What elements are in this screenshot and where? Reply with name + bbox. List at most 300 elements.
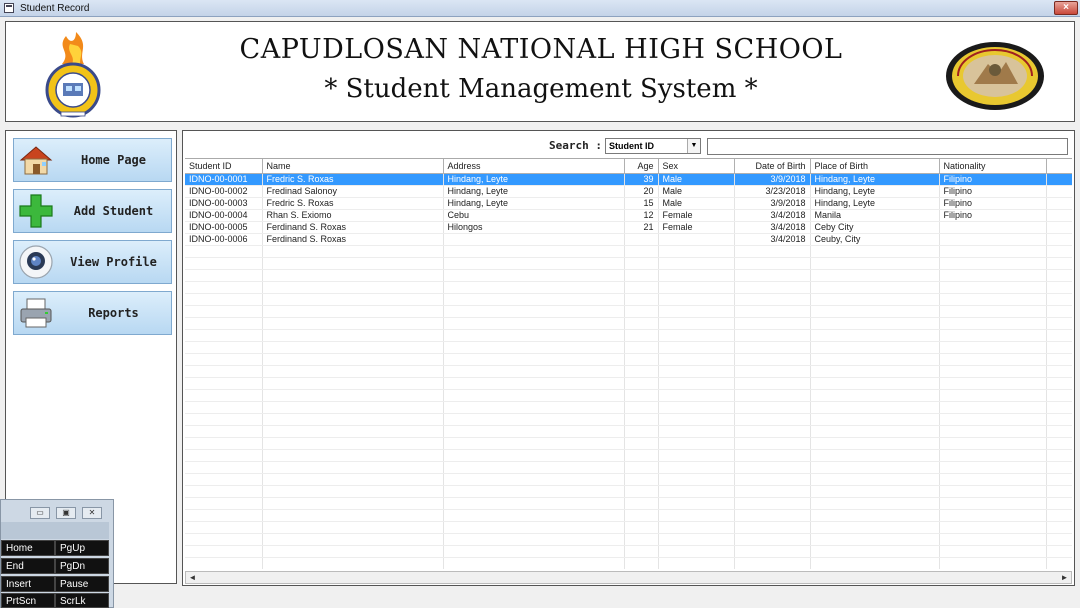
empty-cell <box>624 305 658 317</box>
table-cell: Male <box>658 185 734 197</box>
table-cell: Hindang, Leyte <box>443 173 624 185</box>
empty-cell <box>939 461 1046 473</box>
empty-cell <box>1046 425 1072 437</box>
ssg-seal-logo <box>944 40 1046 112</box>
table-row[interactable] <box>185 197 1072 209</box>
key-pause[interactable]: Pause <box>55 576 109 592</box>
empty-cell <box>185 353 262 365</box>
col-sex[interactable]: Sex <box>658 159 734 173</box>
empty-cell <box>1046 533 1072 545</box>
empty-cell <box>1046 269 1072 281</box>
empty-cell <box>185 497 262 509</box>
empty-cell <box>185 305 262 317</box>
empty-cell <box>262 545 443 557</box>
table-cell: 3/9/2018 <box>734 173 810 185</box>
empty-cell <box>262 413 443 425</box>
empty-cell <box>939 245 1046 257</box>
empty-cell <box>262 533 443 545</box>
empty-cell <box>810 329 939 341</box>
empty-row[interactable] <box>185 449 1072 461</box>
table-cell: Fredric S. Roxas <box>262 197 443 209</box>
table-cell: 3/4/2018 <box>734 221 810 233</box>
empty-cell <box>810 341 939 353</box>
empty-cell <box>262 269 443 281</box>
empty-cell <box>734 425 810 437</box>
empty-row[interactable] <box>185 497 1072 509</box>
empty-cell <box>810 293 939 305</box>
empty-cell <box>658 509 734 521</box>
empty-cell <box>624 497 658 509</box>
empty-cell <box>624 389 658 401</box>
empty-cell <box>185 557 262 569</box>
empty-cell <box>443 485 624 497</box>
empty-cell <box>939 437 1046 449</box>
col-name[interactable]: Name <box>262 159 443 173</box>
empty-row[interactable] <box>185 329 1072 341</box>
empty-cell <box>262 353 443 365</box>
home-page-label: Home Page <box>80 153 147 167</box>
empty-cell <box>658 461 734 473</box>
table-cell <box>939 221 1046 233</box>
house-icon <box>16 140 56 180</box>
table-cell: 39 <box>624 173 658 185</box>
empty-cell <box>262 377 443 389</box>
empty-cell <box>734 329 810 341</box>
empty-cell <box>443 437 624 449</box>
restore-icon[interactable]: ▣ <box>56 507 76 519</box>
empty-cell <box>810 509 939 521</box>
minimize-icon[interactable]: ▭ <box>30 507 50 519</box>
empty-cell <box>734 485 810 497</box>
student-records-panel <box>182 130 1075 586</box>
empty-cell <box>939 269 1046 281</box>
table-cell: 12 <box>624 209 658 221</box>
col-address[interactable]: Address <box>443 159 624 173</box>
empty-cell <box>262 557 443 569</box>
empty-cell <box>185 245 262 257</box>
table-cell: Ferdinand S. Roxas <box>262 233 443 245</box>
empty-cell <box>1046 377 1072 389</box>
table-cell: Fredric S. Roxas <box>262 173 443 185</box>
empty-cell <box>1046 485 1072 497</box>
table-cell: Hilongos <box>443 221 624 233</box>
empty-row[interactable] <box>185 317 1072 329</box>
table-cell: Female <box>658 209 734 221</box>
empty-cell <box>939 329 1046 341</box>
empty-cell <box>939 533 1046 545</box>
empty-cell <box>1046 497 1072 509</box>
table-cell: Hindang, Leyte <box>810 185 939 197</box>
empty-cell <box>443 317 624 329</box>
empty-row[interactable] <box>185 365 1072 377</box>
empty-cell <box>262 401 443 413</box>
empty-row[interactable] <box>185 257 1072 269</box>
empty-cell <box>1046 509 1072 521</box>
empty-cell <box>443 329 624 341</box>
col-student-id[interactable]: Student ID <box>185 159 262 173</box>
empty-cell <box>443 281 624 293</box>
empty-cell <box>939 497 1046 509</box>
table-body <box>185 173 1072 569</box>
empty-cell <box>443 545 624 557</box>
empty-cell <box>443 341 624 353</box>
view-profile-button[interactable] <box>13 240 172 284</box>
empty-cell <box>810 389 939 401</box>
empty-cell <box>1046 365 1072 377</box>
empty-row[interactable] <box>185 533 1072 545</box>
empty-cell <box>810 317 939 329</box>
empty-cell <box>734 557 810 569</box>
empty-cell <box>658 269 734 281</box>
empty-cell <box>658 449 734 461</box>
empty-cell <box>658 305 734 317</box>
empty-cell <box>185 257 262 269</box>
student-grid[interactable] <box>185 158 1072 569</box>
empty-cell <box>624 245 658 257</box>
empty-cell <box>185 269 262 281</box>
empty-cell <box>262 329 443 341</box>
table-cell: IDNO-00-0004 <box>185 209 262 221</box>
empty-cell <box>810 545 939 557</box>
empty-cell <box>810 257 939 269</box>
empty-cell <box>810 305 939 317</box>
col-filler <box>1046 159 1072 173</box>
empty-cell <box>810 281 939 293</box>
key-prtscn[interactable]: PrtScn <box>1 593 55 608</box>
table-cell: 21 <box>624 221 658 233</box>
table-cell-filler <box>1046 173 1072 185</box>
empty-cell <box>1046 473 1072 485</box>
empty-cell <box>939 401 1046 413</box>
empty-cell <box>185 461 262 473</box>
empty-cell <box>185 401 262 413</box>
table-cell: 20 <box>624 185 658 197</box>
empty-row[interactable] <box>185 413 1072 425</box>
empty-cell <box>810 245 939 257</box>
scroll-left-icon[interactable]: ◄ <box>188 573 197 582</box>
empty-cell <box>939 257 1046 269</box>
empty-cell <box>262 473 443 485</box>
table-cell-filler <box>1046 221 1072 233</box>
home-page-button[interactable] <box>13 138 172 182</box>
empty-cell <box>624 329 658 341</box>
horizontal-scrollbar[interactable] <box>185 571 1072 584</box>
empty-cell <box>185 341 262 353</box>
empty-cell <box>262 365 443 377</box>
empty-cell <box>624 557 658 569</box>
empty-cell <box>185 377 262 389</box>
col-place-of-birth[interactable]: Place of Birth <box>810 159 939 173</box>
empty-cell <box>734 317 810 329</box>
empty-cell <box>1046 389 1072 401</box>
empty-cell <box>443 509 624 521</box>
empty-row[interactable] <box>185 437 1072 449</box>
empty-cell <box>624 353 658 365</box>
empty-cell <box>443 245 624 257</box>
empty-cell <box>443 497 624 509</box>
empty-cell <box>810 497 939 509</box>
empty-cell <box>939 509 1046 521</box>
table-cell: IDNO-00-0001 <box>185 173 262 185</box>
empty-cell <box>658 473 734 485</box>
empty-cell <box>624 269 658 281</box>
table-cell: Hindang, Leyte <box>810 197 939 209</box>
empty-cell <box>185 473 262 485</box>
col-age[interactable]: Age <box>624 159 658 173</box>
table-cell: IDNO-00-0002 <box>185 185 262 197</box>
view-profile-label: View Profile <box>70 255 157 269</box>
empty-cell <box>443 425 624 437</box>
empty-cell <box>185 365 262 377</box>
empty-row[interactable] <box>185 245 1072 257</box>
empty-row[interactable] <box>185 473 1072 485</box>
empty-cell <box>810 533 939 545</box>
empty-row[interactable] <box>185 461 1072 473</box>
empty-row[interactable] <box>185 293 1072 305</box>
table-cell: Filipino <box>939 209 1046 221</box>
table-cell: Filipino <box>939 185 1046 197</box>
empty-cell <box>262 485 443 497</box>
plus-icon <box>16 191 56 231</box>
empty-cell <box>658 389 734 401</box>
empty-cell <box>939 521 1046 533</box>
table-cell: Fredinad Salonoy <box>262 185 443 197</box>
empty-cell <box>262 437 443 449</box>
table-cell: Filipino <box>939 173 1046 185</box>
empty-cell <box>443 557 624 569</box>
empty-cell <box>262 257 443 269</box>
empty-cell <box>810 401 939 413</box>
empty-cell <box>185 413 262 425</box>
search-field-value: Student ID <box>609 141 654 151</box>
empty-cell <box>939 305 1046 317</box>
empty-cell <box>810 437 939 449</box>
empty-cell <box>658 281 734 293</box>
empty-cell <box>658 437 734 449</box>
table-cell-filler <box>1046 197 1072 209</box>
empty-cell <box>734 449 810 461</box>
empty-cell <box>262 389 443 401</box>
table-row[interactable] <box>185 185 1072 197</box>
empty-cell <box>939 485 1046 497</box>
empty-row[interactable] <box>185 353 1072 365</box>
empty-cell <box>658 365 734 377</box>
empty-cell <box>734 257 810 269</box>
empty-cell <box>1046 401 1072 413</box>
window-title: Student Record <box>20 2 90 14</box>
empty-cell <box>658 293 734 305</box>
keyboard-strip <box>1 522 109 539</box>
empty-cell <box>1046 413 1072 425</box>
table-cell: 3/9/2018 <box>734 197 810 209</box>
empty-row[interactable] <box>185 401 1072 413</box>
empty-cell <box>734 533 810 545</box>
empty-cell <box>1046 329 1072 341</box>
empty-cell <box>1046 341 1072 353</box>
table-cell: IDNO-00-0006 <box>185 233 262 245</box>
empty-cell <box>624 377 658 389</box>
empty-cell <box>262 281 443 293</box>
table-row[interactable] <box>185 209 1072 221</box>
table-cell: Male <box>658 173 734 185</box>
empty-cell <box>658 245 734 257</box>
empty-row[interactable] <box>185 557 1072 569</box>
empty-cell <box>624 521 658 533</box>
empty-cell <box>624 281 658 293</box>
empty-cell <box>734 473 810 485</box>
empty-cell <box>624 485 658 497</box>
system-name: * Student Management System * <box>324 74 758 104</box>
empty-cell <box>185 485 262 497</box>
empty-cell <box>734 389 810 401</box>
empty-cell <box>734 545 810 557</box>
empty-cell <box>443 473 624 485</box>
key-home[interactable]: Home <box>1 540 55 556</box>
empty-cell <box>185 329 262 341</box>
table-cell: Hindang, Leyte <box>810 173 939 185</box>
empty-cell <box>658 557 734 569</box>
empty-row[interactable] <box>185 521 1072 533</box>
empty-cell <box>624 437 658 449</box>
on-screen-keyboard <box>0 499 114 608</box>
empty-row[interactable] <box>185 281 1072 293</box>
empty-row[interactable] <box>185 425 1072 437</box>
empty-cell <box>658 377 734 389</box>
empty-cell <box>734 437 810 449</box>
empty-cell <box>939 377 1046 389</box>
reports-button[interactable] <box>13 291 172 335</box>
empty-cell <box>1046 245 1072 257</box>
empty-cell <box>1046 557 1072 569</box>
scroll-right-icon[interactable]: ► <box>1060 573 1069 582</box>
empty-cell <box>185 389 262 401</box>
empty-cell <box>658 317 734 329</box>
app-window-icon[interactable] <box>4 3 14 13</box>
search-input[interactable] <box>707 138 1068 155</box>
empty-cell <box>262 293 443 305</box>
table-cell <box>624 233 658 245</box>
empty-cell <box>810 269 939 281</box>
header-banner <box>5 21 1075 122</box>
empty-cell <box>262 317 443 329</box>
empty-cell <box>262 425 443 437</box>
empty-cell <box>624 413 658 425</box>
title-bar <box>0 0 1080 17</box>
table-cell: IDNO-00-0005 <box>185 221 262 233</box>
empty-cell <box>658 521 734 533</box>
empty-cell <box>443 257 624 269</box>
empty-cell <box>624 341 658 353</box>
empty-row[interactable] <box>185 389 1072 401</box>
empty-cell <box>185 425 262 437</box>
empty-cell <box>185 281 262 293</box>
close-button[interactable]: × <box>1054 1 1078 15</box>
empty-cell <box>810 521 939 533</box>
empty-cell <box>624 293 658 305</box>
chevron-down-icon[interactable]: ▼ <box>687 139 700 153</box>
search-label: Search : <box>549 139 602 152</box>
empty-cell <box>624 401 658 413</box>
empty-cell <box>1046 461 1072 473</box>
col-date-of-birth[interactable]: Date of Birth <box>734 159 810 173</box>
table-cell <box>658 233 734 245</box>
empty-cell <box>262 461 443 473</box>
table-row[interactable] <box>185 233 1072 245</box>
empty-row[interactable] <box>185 545 1072 557</box>
empty-cell <box>443 533 624 545</box>
empty-cell <box>185 437 262 449</box>
empty-cell <box>810 461 939 473</box>
empty-cell <box>810 473 939 485</box>
webcam-icon <box>16 242 56 282</box>
table-row[interactable] <box>185 173 1072 185</box>
empty-cell <box>262 245 443 257</box>
key-insert[interactable]: Insert <box>1 576 55 592</box>
empty-cell <box>939 281 1046 293</box>
empty-row[interactable] <box>185 341 1072 353</box>
empty-cell <box>939 473 1046 485</box>
empty-cell <box>443 293 624 305</box>
empty-cell <box>810 377 939 389</box>
key-pgdn[interactable]: PgDn <box>55 558 109 574</box>
empty-row[interactable] <box>185 377 1072 389</box>
table-header-row <box>185 159 1072 173</box>
student-table <box>185 159 1072 569</box>
empty-cell <box>939 353 1046 365</box>
empty-row[interactable] <box>185 485 1072 497</box>
empty-cell <box>939 425 1046 437</box>
empty-cell <box>939 557 1046 569</box>
table-cell: Female <box>658 221 734 233</box>
table-cell: 3/23/2018 <box>734 185 810 197</box>
school-name: CAPUDLOSAN NATIONAL HIGH SCHOOL <box>239 34 843 65</box>
search-field-dropdown[interactable] <box>605 138 701 154</box>
empty-cell <box>658 329 734 341</box>
table-cell: 15 <box>624 197 658 209</box>
empty-cell <box>624 509 658 521</box>
empty-cell <box>658 533 734 545</box>
empty-cell <box>939 365 1046 377</box>
empty-cell <box>734 401 810 413</box>
empty-row[interactable] <box>185 305 1072 317</box>
add-student-button[interactable] <box>13 189 172 233</box>
empty-cell <box>262 497 443 509</box>
empty-cell <box>443 401 624 413</box>
empty-cell <box>810 449 939 461</box>
key-end[interactable]: End <box>1 558 55 574</box>
table-cell: Ceby City <box>810 221 939 233</box>
empty-cell <box>658 413 734 425</box>
key-scrlk[interactable]: ScrLk <box>55 593 109 608</box>
empty-cell <box>262 509 443 521</box>
close-icon[interactable]: ✕ <box>82 507 102 519</box>
table-cell: Hindang, Leyte <box>443 197 624 209</box>
empty-cell <box>939 545 1046 557</box>
empty-cell <box>262 341 443 353</box>
empty-cell <box>734 269 810 281</box>
empty-cell <box>443 413 624 425</box>
key-pgup[interactable]: PgUp <box>55 540 109 556</box>
empty-cell <box>443 461 624 473</box>
table-cell: Male <box>658 197 734 209</box>
empty-row[interactable] <box>185 269 1072 281</box>
printer-icon <box>16 293 56 333</box>
table-cell: Ceuby, City <box>810 233 939 245</box>
table-row[interactable] <box>185 221 1072 233</box>
col-nationality[interactable]: Nationality <box>939 159 1046 173</box>
empty-cell <box>939 317 1046 329</box>
empty-row[interactable] <box>185 509 1072 521</box>
